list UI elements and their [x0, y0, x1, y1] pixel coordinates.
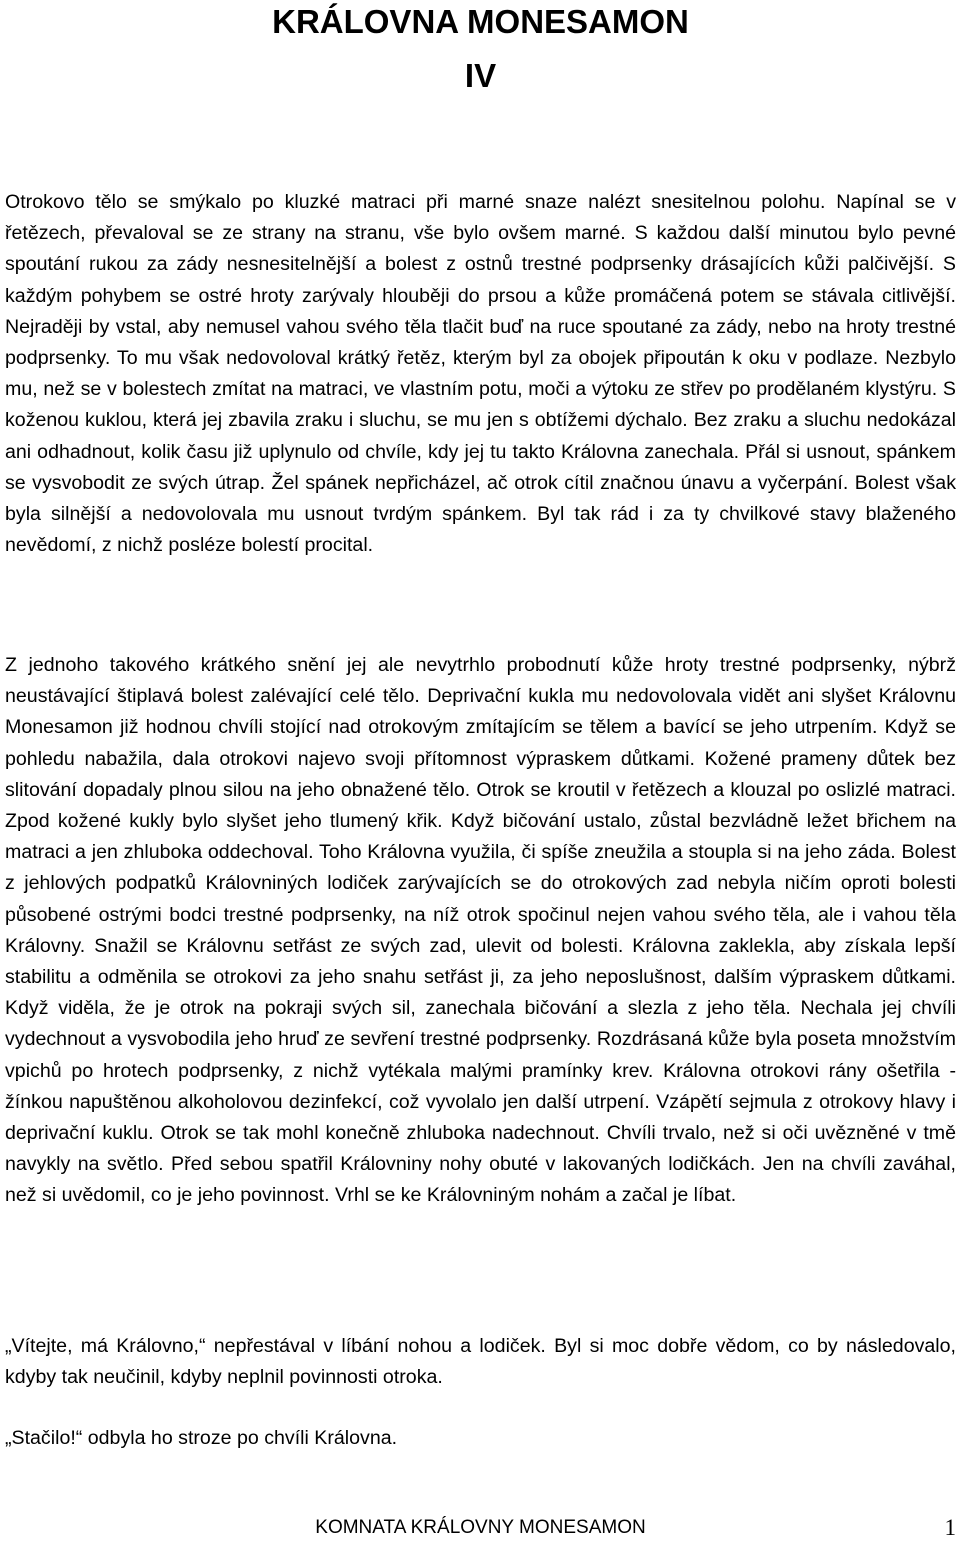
chapter-number: IV: [464, 57, 497, 94]
footer-text: KOMNATA KRÁLOVNY MONESAMON: [315, 1517, 646, 1538]
paragraph-1: Otrokovo tělo se smýkalo po kluzké matraci při marné snaze nalézt snesitelnou polohu. Napínal se v řetězech, převaloval se ze strany na stranu, vše bylo ovšem marné. S každou další minutou bylo pevné spoutání rukou za zády nesnesitelnější a bolest z ostnů trestné podprsenky drásajících kůži palčivější. S každým pohybem se ostré hroty zarývaly hlouběji do prsou a kůže promáčená potem se stávala citlivější. Nejraději by vstal, aby nemusel vahou svého těla tlačit buď na ruce spoutané za zády, nebo na hroty trestné podprsenky. To mu však nedovoloval krátký řetěz, kterým byl za obojek připoután k oku v podlaze. Nezbylo mu, než se v bolestech zmítat na matraci, ve vlastním potu, moči a výtoku ze střev po prodělaném klystýru. S koženou kuklou, která jej zbavila zraku i sluchu, se mu jen s obtížemi dýchalo. Bez zraku a sluchu nedokázal ani odhadnout, kolik času již uplynulo od chvíle, kdy jej tu takto Královna zanechala. Přál si usnout, spánkem se vysvobodit ze svých útrap. Žel spánek nepřicházel, ač otrok cítil značnou únavu a vyčerpání. Bolest však byla silnější a nedovolovala mu usnout tvrdým spánkem. Byl tak rád i za ty chvilkové stavy blaženého nevědomí, z nichž posléze bolestí procital.: [5, 191, 956, 557]
paragraph-2: Z jednoho takového krátkého snění jej ale nevytrhlo probodnutí kůže hroty trestné podprsenky, nýbrž neustávající štiplavá bolest zalévající celé tělo. Deprivační kukla mu nedovolovala vidět ani slyšet Královnu Monesamon již hodnou chvíli stojící nad otrokovým zmítajícím se tělem a bavící se jeho utrpením. Když se pohledu nabažila, dala otrokovi najevo svoji přítomnost výpraskem důtkami. Kožené prameny důtek bez slitování dopadaly plnou silou na jeho obnažené tělo. Otrok se kroutil v řetězech a klouzal po oslizlé matraci. Zpod kožené kukly bylo slyšet jeho tlumený křik. Když bičování ustalo, zůstal bezvládně ležet břichem na matraci a jen zhluboka oddechoval. Toho Královna využila, či spíše zneužila a stoupla si na jeho záda. Bolest z jehlových podpatků Královniných lodiček zarývajících se do otrokových zad nebyla ničím oproti bolesti působené ostrými bodci trestné podprsenky, na níž otrok spočinul nejen vahou svého těla, ale i vahou těla Královny. Snažil se Královnu setřást ze svých zad, ulevit od bolesti. Královna zaklekla, aby získala lepší stabilitu a odměnila se otrokovi za jeho snahu setřást ji, za jeho neposlušnost, dalším výpraskem důtkami. Když viděla, že je otrok na pokraji svých sil, zanechala bičování a slezla z jeho těla. Nechala jej chvíli vydechnout a vysvobodila jeho hruď ze sevření trestné podprsenky. Rozdrásaná kůže byla poseta množstvím vpichů po hrotech podprsenky, z nichž vytékala malými pramínky krev. Královna otrokovi rány ošetřila - žínkou napuštěnou alkoholovou dezinfekcí, což vyvolalo jen další utrpení. Vzápětí sejmula z otrokovy hlavy i deprivační kuklu. Otrok se tak mohl konečně zhluboka nadechnout. Chvíli trvalo, než si oči uvězněné v tmě navykly na světlo. Před sebou spatřil Královniny nohy obuté v lakovaných lodičkách. Jen na chvíli zaváhal, než si uvědomil, co je jeho povinnost. Vrhl se ke Královniným nohám a začal je líbat.: [5, 654, 956, 1207]
page-number: 1: [944, 1515, 956, 1540]
document-page: [5, 0, 956, 1541]
paragraph-3: „Vítejte, má Královno,“ nepřestával v líbání nohou a lodiček. Byl si moc dobře vědom, co by následovalo, kdyby tak neučinil, kdyby neplnil povinnosti otroka.: [5, 1335, 956, 1389]
document-title: KRÁLOVNA MONESAMON: [272, 3, 689, 40]
paragraph-4: „Stačilo!“ odbyla ho stroze po chvíli Královna.: [5, 1427, 398, 1449]
page-footer: [5, 1515, 956, 1541]
